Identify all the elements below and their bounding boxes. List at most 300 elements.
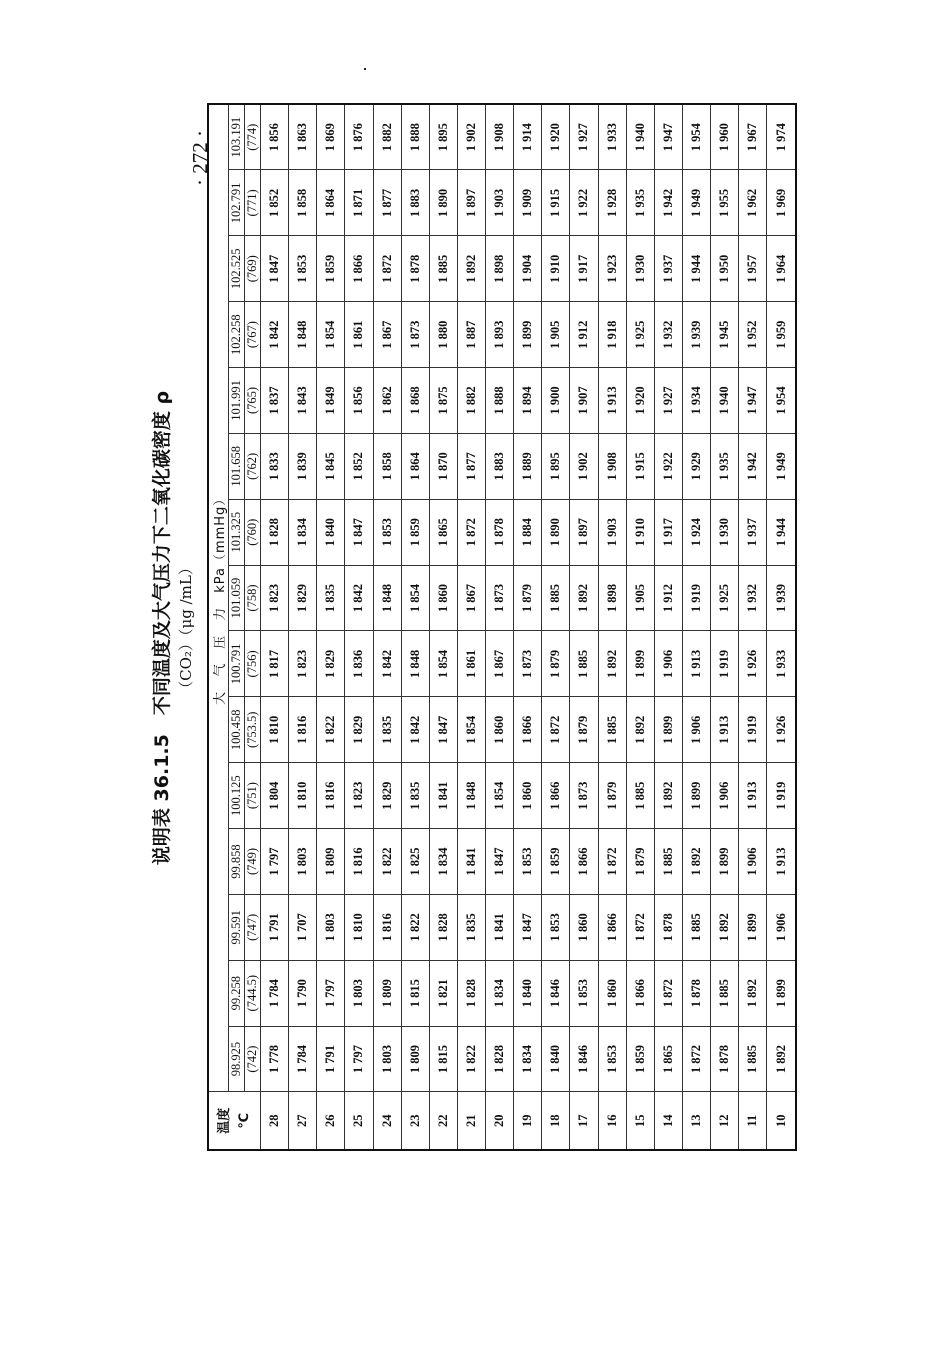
page-number: · 272 · bbox=[188, 130, 212, 186]
density-cell: 1 797 bbox=[261, 829, 289, 895]
density-cell: 1 866 bbox=[598, 894, 626, 960]
table-row bbox=[570, 104, 598, 1150]
density-cell: 1 815 bbox=[401, 960, 429, 1026]
density-cell: 1 920 bbox=[626, 368, 654, 434]
density-cell: 1 923 bbox=[598, 236, 626, 302]
density-cell: 1 878 bbox=[654, 894, 682, 960]
density-cell: 1 840 bbox=[514, 960, 542, 1026]
density-cell: 1 926 bbox=[767, 697, 796, 763]
density-cell: 1 905 bbox=[626, 565, 654, 631]
density-cell: 1 907 bbox=[570, 368, 598, 434]
density-cell: 1 854 bbox=[457, 697, 485, 763]
density-cell: 1 899 bbox=[654, 697, 682, 763]
density-cell: 1 875 bbox=[429, 368, 457, 434]
density-cell: 1 913 bbox=[598, 368, 626, 434]
density-cell: 1 917 bbox=[654, 499, 682, 565]
density-cell: 1 912 bbox=[570, 302, 598, 368]
density-cell: 1 867 bbox=[373, 302, 401, 368]
density-cell: 1 902 bbox=[570, 433, 598, 499]
density-cell: 1 899 bbox=[711, 829, 739, 895]
pressure-mmhg-header: (760) bbox=[245, 499, 261, 565]
density-cell: 1 858 bbox=[373, 433, 401, 499]
density-cell: 1 778 bbox=[261, 1026, 289, 1092]
density-cell: 1 919 bbox=[739, 697, 767, 763]
density-cell: 1 892 bbox=[570, 565, 598, 631]
temperature-cell: 19 bbox=[514, 1092, 542, 1150]
density-cell: 1 822 bbox=[457, 1026, 485, 1092]
density-cell: 1 868 bbox=[401, 368, 429, 434]
density-cell: 1 944 bbox=[767, 499, 796, 565]
density-cell: 1 926 bbox=[739, 631, 767, 697]
density-cell: 1 854 bbox=[401, 565, 429, 631]
density-cell: 1 895 bbox=[542, 433, 570, 499]
density-cell: 1 858 bbox=[289, 170, 317, 236]
temperature-cell: 13 bbox=[682, 1092, 710, 1150]
table-row bbox=[373, 104, 401, 1150]
density-cell: 1 895 bbox=[429, 104, 457, 170]
density-cell: 1 885 bbox=[542, 565, 570, 631]
density-cell: 1 867 bbox=[457, 565, 485, 631]
density-cell: 1 882 bbox=[457, 368, 485, 434]
density-cell: 1 823 bbox=[261, 565, 289, 631]
density-cell: 1 843 bbox=[289, 368, 317, 434]
density-cell: 1 933 bbox=[767, 631, 796, 697]
density-cell: 1 834 bbox=[429, 829, 457, 895]
density-cell: 1 877 bbox=[457, 433, 485, 499]
density-cell: 1 908 bbox=[486, 104, 514, 170]
density-cell: 1 908 bbox=[598, 433, 626, 499]
pressure-mmhg-header: (747) bbox=[245, 894, 261, 960]
density-cell: 1 790 bbox=[289, 960, 317, 1026]
density-cell: 1 892 bbox=[654, 763, 682, 829]
density-cell: 1 860 bbox=[514, 763, 542, 829]
density-cell: 1 899 bbox=[739, 894, 767, 960]
density-cell: 1 947 bbox=[739, 368, 767, 434]
density-cell: 1 876 bbox=[345, 104, 373, 170]
temperature-header bbox=[208, 1092, 261, 1150]
density-cell: 1 889 bbox=[514, 433, 542, 499]
density-cell: 1 859 bbox=[317, 236, 345, 302]
pressure-mmhg-header: (769) bbox=[245, 236, 261, 302]
density-cell: 1 954 bbox=[682, 104, 710, 170]
density-cell: 1 707 bbox=[289, 894, 317, 960]
temperature-cell: 27 bbox=[289, 1092, 317, 1150]
density-cell: 1 809 bbox=[317, 829, 345, 895]
density-cell: 1 924 bbox=[682, 499, 710, 565]
density-cell: 1 882 bbox=[373, 104, 401, 170]
density-cell: 1 828 bbox=[261, 499, 289, 565]
density-cell: 1 804 bbox=[261, 763, 289, 829]
density-cell: 1 853 bbox=[598, 1026, 626, 1092]
table-subtitle: （CO₂）（μg /mL） bbox=[177, 560, 195, 696]
density-cell: 1 823 bbox=[289, 631, 317, 697]
temperature-cell: 16 bbox=[598, 1092, 626, 1150]
density-cell: 1 840 bbox=[542, 1026, 570, 1092]
density-cell: 1 880 bbox=[429, 302, 457, 368]
density-cell: 1 878 bbox=[401, 236, 429, 302]
table-row bbox=[682, 104, 710, 1150]
density-cell: 1 872 bbox=[457, 499, 485, 565]
density-cell: 1 822 bbox=[401, 894, 429, 960]
density-cell: 1 934 bbox=[682, 368, 710, 434]
density-cell: 1 906 bbox=[739, 829, 767, 895]
density-cell: 1 906 bbox=[711, 763, 739, 829]
density-cell: 1 866 bbox=[626, 960, 654, 1026]
density-cell: 1 910 bbox=[626, 499, 654, 565]
density-cell: 1 810 bbox=[345, 894, 373, 960]
table-row bbox=[711, 104, 739, 1150]
density-cell: 1 834 bbox=[514, 1026, 542, 1092]
density-cell: 1 835 bbox=[457, 894, 485, 960]
density-cell: 1 842 bbox=[261, 302, 289, 368]
density-cell: 1 861 bbox=[345, 302, 373, 368]
density-cell: 1 803 bbox=[373, 1026, 401, 1092]
pressure-kpa-header: 101.325 bbox=[229, 499, 245, 565]
density-cell: 1 834 bbox=[289, 499, 317, 565]
density-cell: 1 848 bbox=[457, 763, 485, 829]
density-cell: 1 885 bbox=[682, 894, 710, 960]
pressure-kpa-header: 100.125 bbox=[229, 763, 245, 829]
density-cell: 1 791 bbox=[317, 1026, 345, 1092]
density-cell: 1 873 bbox=[486, 565, 514, 631]
pressure-kpa-header: 99.591 bbox=[229, 894, 245, 960]
pressure-mmhg-header: (751) bbox=[245, 763, 261, 829]
pressure-mmhg-header: (758) bbox=[245, 565, 261, 631]
density-cell: 1 803 bbox=[317, 894, 345, 960]
density-cell: 1 967 bbox=[739, 104, 767, 170]
pressure-kpa-header: 101.059 bbox=[229, 565, 245, 631]
density-cell: 1 919 bbox=[711, 631, 739, 697]
density-cell: 1 870 bbox=[429, 433, 457, 499]
density-cell: 1 892 bbox=[626, 697, 654, 763]
header-row-mmhg bbox=[245, 104, 261, 1150]
density-cell: 1 853 bbox=[373, 499, 401, 565]
density-cell: 1 853 bbox=[542, 894, 570, 960]
density-cell: 1 833 bbox=[261, 433, 289, 499]
density-cell: 1 816 bbox=[345, 829, 373, 895]
table-row bbox=[457, 104, 485, 1150]
density-cell: 1 823 bbox=[345, 763, 373, 829]
density-cell: 1 894 bbox=[514, 368, 542, 434]
density-cell: 1 791 bbox=[261, 894, 289, 960]
density-cell: 1 949 bbox=[682, 170, 710, 236]
pressure-kpa-header: 102.525 bbox=[229, 236, 245, 302]
density-cell: 1 848 bbox=[373, 565, 401, 631]
density-cell: 1 835 bbox=[373, 697, 401, 763]
density-cell: 1 898 bbox=[486, 236, 514, 302]
temperature-cell: 23 bbox=[401, 1092, 429, 1150]
table-row bbox=[514, 104, 542, 1150]
density-cell: 1 784 bbox=[261, 960, 289, 1026]
pressure-mmhg-header: (762) bbox=[245, 433, 261, 499]
density-cell: 1 878 bbox=[486, 499, 514, 565]
density-cell: 1 829 bbox=[317, 631, 345, 697]
density-cell: 1 940 bbox=[626, 104, 654, 170]
density-cell: 1 885 bbox=[570, 631, 598, 697]
temperature-cell: 14 bbox=[654, 1092, 682, 1150]
table-row bbox=[345, 104, 373, 1150]
density-cell: 1 865 bbox=[429, 499, 457, 565]
density-cell: 1 846 bbox=[570, 1026, 598, 1092]
density-cell: 1 803 bbox=[289, 829, 317, 895]
density-cell: 1 928 bbox=[598, 170, 626, 236]
density-cell: 1 903 bbox=[598, 499, 626, 565]
pressure-kpa-header: 101.991 bbox=[229, 368, 245, 434]
density-cell: 1 872 bbox=[654, 960, 682, 1026]
density-cell: 1 869 bbox=[317, 104, 345, 170]
density-cell: 1 879 bbox=[542, 631, 570, 697]
density-cell: 1 856 bbox=[261, 104, 289, 170]
density-cell: 1 872 bbox=[682, 1026, 710, 1092]
density-cell: 1 944 bbox=[682, 236, 710, 302]
density-cell: 1 915 bbox=[626, 433, 654, 499]
density-cell: 1 913 bbox=[767, 829, 796, 895]
density-cell: 1 899 bbox=[767, 960, 796, 1026]
density-cell: 1 912 bbox=[654, 565, 682, 631]
density-cell: 1 890 bbox=[542, 499, 570, 565]
density-cell: 1 892 bbox=[711, 894, 739, 960]
density-cell: 1 841 bbox=[429, 763, 457, 829]
density-cell: 1 954 bbox=[767, 368, 796, 434]
pressure-mmhg-header: (765) bbox=[245, 368, 261, 434]
temperature-cell: 10 bbox=[767, 1092, 796, 1150]
density-cell: 1 892 bbox=[739, 960, 767, 1026]
density-cell: 1 815 bbox=[429, 1026, 457, 1092]
density-cell: 1 860 bbox=[570, 894, 598, 960]
density-cell: 1 872 bbox=[373, 236, 401, 302]
density-cell: 1 856 bbox=[345, 368, 373, 434]
density-cell: 1 847 bbox=[429, 697, 457, 763]
pressure-kpa-header: 99.858 bbox=[229, 829, 245, 895]
density-cell: 1 906 bbox=[767, 894, 796, 960]
density-cell: 1 816 bbox=[289, 697, 317, 763]
density-cell: 1 829 bbox=[289, 565, 317, 631]
density-cell: 1 913 bbox=[711, 697, 739, 763]
table-row bbox=[401, 104, 429, 1150]
density-cell: 1 932 bbox=[654, 302, 682, 368]
density-cell: 1 845 bbox=[317, 433, 345, 499]
density-cell: 1 950 bbox=[711, 236, 739, 302]
density-cell: 1 864 bbox=[317, 170, 345, 236]
density-cell: 1 922 bbox=[570, 170, 598, 236]
pressure-kpa-header: 100.458 bbox=[229, 697, 245, 763]
density-cell: 1 859 bbox=[626, 1026, 654, 1092]
table-row bbox=[542, 104, 570, 1150]
temperature-cell: 11 bbox=[739, 1092, 767, 1150]
density-cell: 1 892 bbox=[598, 631, 626, 697]
density-cell: 1 898 bbox=[598, 565, 626, 631]
density-cell: 1 910 bbox=[542, 236, 570, 302]
density-cell: 1 945 bbox=[711, 302, 739, 368]
density-cell: 1 930 bbox=[626, 236, 654, 302]
pressure-mmhg-header: (771) bbox=[245, 170, 261, 236]
density-cell: 1 939 bbox=[767, 565, 796, 631]
density-cell: 1 899 bbox=[626, 631, 654, 697]
density-cell: 1 927 bbox=[570, 104, 598, 170]
density-cell: 1 860 bbox=[429, 565, 457, 631]
density-cell: 1 932 bbox=[739, 565, 767, 631]
density-cell: 1 879 bbox=[626, 829, 654, 895]
density-cell: 1 859 bbox=[401, 499, 429, 565]
density-cell: 1 899 bbox=[514, 302, 542, 368]
density-cell: 1 847 bbox=[486, 829, 514, 895]
density-cell: 1 905 bbox=[542, 302, 570, 368]
density-cell: 1 842 bbox=[345, 565, 373, 631]
density-cell: 1 919 bbox=[767, 763, 796, 829]
density-cell: 1 829 bbox=[373, 763, 401, 829]
density-cell: 1 860 bbox=[486, 697, 514, 763]
density-cell: 1 866 bbox=[345, 236, 373, 302]
density-cell: 1 817 bbox=[261, 631, 289, 697]
temperature-cell: 15 bbox=[626, 1092, 654, 1150]
density-cell: 1 852 bbox=[261, 170, 289, 236]
density-cell: 1 884 bbox=[514, 499, 542, 565]
density-cell: 1 842 bbox=[373, 631, 401, 697]
temperature-cell: 17 bbox=[570, 1092, 598, 1150]
density-cell: 1 822 bbox=[317, 697, 345, 763]
density-cell: 1 883 bbox=[401, 170, 429, 236]
density-cell: 1 816 bbox=[317, 763, 345, 829]
density-cell: 1 873 bbox=[570, 763, 598, 829]
density-cell: 1 942 bbox=[739, 433, 767, 499]
density-cell: 1 885 bbox=[711, 960, 739, 1026]
density-cell: 1 861 bbox=[457, 631, 485, 697]
table-row bbox=[654, 104, 682, 1150]
table-row bbox=[289, 104, 317, 1150]
density-cell: 1 852 bbox=[345, 433, 373, 499]
temperature-cell: 18 bbox=[542, 1092, 570, 1150]
pressure-mmhg-header: (767) bbox=[245, 302, 261, 368]
density-cell: 1 929 bbox=[682, 433, 710, 499]
density-cell: 1 841 bbox=[457, 829, 485, 895]
density-cell: 1 930 bbox=[711, 499, 739, 565]
pressure-kpa-header: 98.925 bbox=[229, 1026, 245, 1092]
density-cell: 1 917 bbox=[570, 236, 598, 302]
density-cell: 1 803 bbox=[345, 960, 373, 1026]
density-cell: 1 865 bbox=[654, 1026, 682, 1092]
density-cell: 1 885 bbox=[739, 1026, 767, 1092]
density-cell: 1 902 bbox=[457, 104, 485, 170]
density-cell: 1 913 bbox=[739, 763, 767, 829]
temperature-cell: 26 bbox=[317, 1092, 345, 1150]
temperature-cell: 25 bbox=[345, 1092, 373, 1150]
density-cell: 1 784 bbox=[289, 1026, 317, 1092]
density-cell: 1 964 bbox=[767, 236, 796, 302]
density-cell: 1 853 bbox=[514, 829, 542, 895]
density-cell: 1 872 bbox=[626, 894, 654, 960]
co2-density-table bbox=[207, 103, 797, 1151]
temperature-cell: 24 bbox=[373, 1092, 401, 1150]
header-row-group bbox=[208, 104, 229, 1150]
density-cell: 1 860 bbox=[598, 960, 626, 1026]
density-cell: 1 854 bbox=[486, 763, 514, 829]
density-cell: 1 903 bbox=[486, 170, 514, 236]
density-cell: 1 890 bbox=[429, 170, 457, 236]
density-cell: 1 947 bbox=[654, 104, 682, 170]
density-cell: 1 825 bbox=[401, 829, 429, 895]
density-cell: 1 847 bbox=[345, 499, 373, 565]
density-cell: 1 962 bbox=[739, 170, 767, 236]
density-cell: 1 937 bbox=[739, 499, 767, 565]
density-cell: 1 940 bbox=[711, 368, 739, 434]
table-row bbox=[429, 104, 457, 1150]
density-cell: 1 840 bbox=[317, 499, 345, 565]
density-cell: 1 906 bbox=[654, 631, 682, 697]
density-cell: 1 828 bbox=[457, 960, 485, 1026]
density-cell: 1 854 bbox=[317, 302, 345, 368]
density-cell: 1 935 bbox=[626, 170, 654, 236]
density-cell: 1 877 bbox=[373, 170, 401, 236]
density-cell: 1 915 bbox=[542, 170, 570, 236]
density-cell: 1 904 bbox=[514, 236, 542, 302]
density-cell: 1 974 bbox=[767, 104, 796, 170]
density-cell: 1 897 bbox=[570, 499, 598, 565]
density-cell: 1 822 bbox=[373, 829, 401, 895]
density-cell: 1 892 bbox=[682, 829, 710, 895]
density-cell: 1 829 bbox=[345, 697, 373, 763]
density-cell: 1 897 bbox=[457, 170, 485, 236]
pressure-kpa-header: 101.658 bbox=[229, 433, 245, 499]
density-cell: 1 809 bbox=[373, 960, 401, 1026]
density-cell: 1 949 bbox=[767, 433, 796, 499]
temperature-cell: 28 bbox=[261, 1092, 289, 1150]
density-cell: 1 885 bbox=[429, 236, 457, 302]
density-cell: 1 866 bbox=[542, 763, 570, 829]
density-cell: 1 863 bbox=[289, 104, 317, 170]
pressure-mmhg-header: (744.5) bbox=[245, 960, 261, 1026]
pressure-mmhg-header: (742) bbox=[245, 1026, 261, 1092]
density-cell: 1 879 bbox=[570, 697, 598, 763]
density-cell: 1 888 bbox=[486, 368, 514, 434]
density-cell: 1 937 bbox=[654, 236, 682, 302]
table-row bbox=[486, 104, 514, 1150]
density-cell: 1 862 bbox=[373, 368, 401, 434]
temperature-cell: 20 bbox=[486, 1092, 514, 1150]
density-cell: 1 892 bbox=[457, 236, 485, 302]
density-cell: 1 900 bbox=[542, 368, 570, 434]
temperature-unit: ℃ bbox=[236, 1112, 252, 1129]
density-cell: 1 853 bbox=[570, 960, 598, 1026]
density-cell: 1 849 bbox=[317, 368, 345, 434]
density-cell: 1 883 bbox=[486, 433, 514, 499]
density-cell: 1 885 bbox=[654, 829, 682, 895]
density-cell: 1 878 bbox=[682, 960, 710, 1026]
density-cell: 1 809 bbox=[401, 1026, 429, 1092]
density-cell: 1 847 bbox=[514, 894, 542, 960]
pressure-mmhg-header: (749) bbox=[245, 829, 261, 895]
pressure-kpa-header: 100.791 bbox=[229, 631, 245, 697]
density-cell: 1 854 bbox=[429, 631, 457, 697]
density-cell: 1 848 bbox=[289, 302, 317, 368]
density-cell: 1 839 bbox=[289, 433, 317, 499]
density-cell: 1 906 bbox=[682, 697, 710, 763]
density-cell: 1 885 bbox=[598, 697, 626, 763]
pressure-kpa-header: 103.191 bbox=[229, 104, 245, 170]
density-cell: 1 846 bbox=[542, 960, 570, 1026]
density-cell: 1 797 bbox=[317, 960, 345, 1026]
density-cell: 1 942 bbox=[654, 170, 682, 236]
table-row bbox=[767, 104, 796, 1150]
density-cell: 1 828 bbox=[429, 894, 457, 960]
density-cell: 1 952 bbox=[739, 302, 767, 368]
density-cell: 1 957 bbox=[739, 236, 767, 302]
density-cell: 1 920 bbox=[542, 104, 570, 170]
density-cell: 1 925 bbox=[626, 302, 654, 368]
temperature-cell: 21 bbox=[457, 1092, 485, 1150]
pressure-mmhg-header: (774) bbox=[245, 104, 261, 170]
density-cell: 1 872 bbox=[598, 829, 626, 895]
density-cell: 1 909 bbox=[514, 170, 542, 236]
